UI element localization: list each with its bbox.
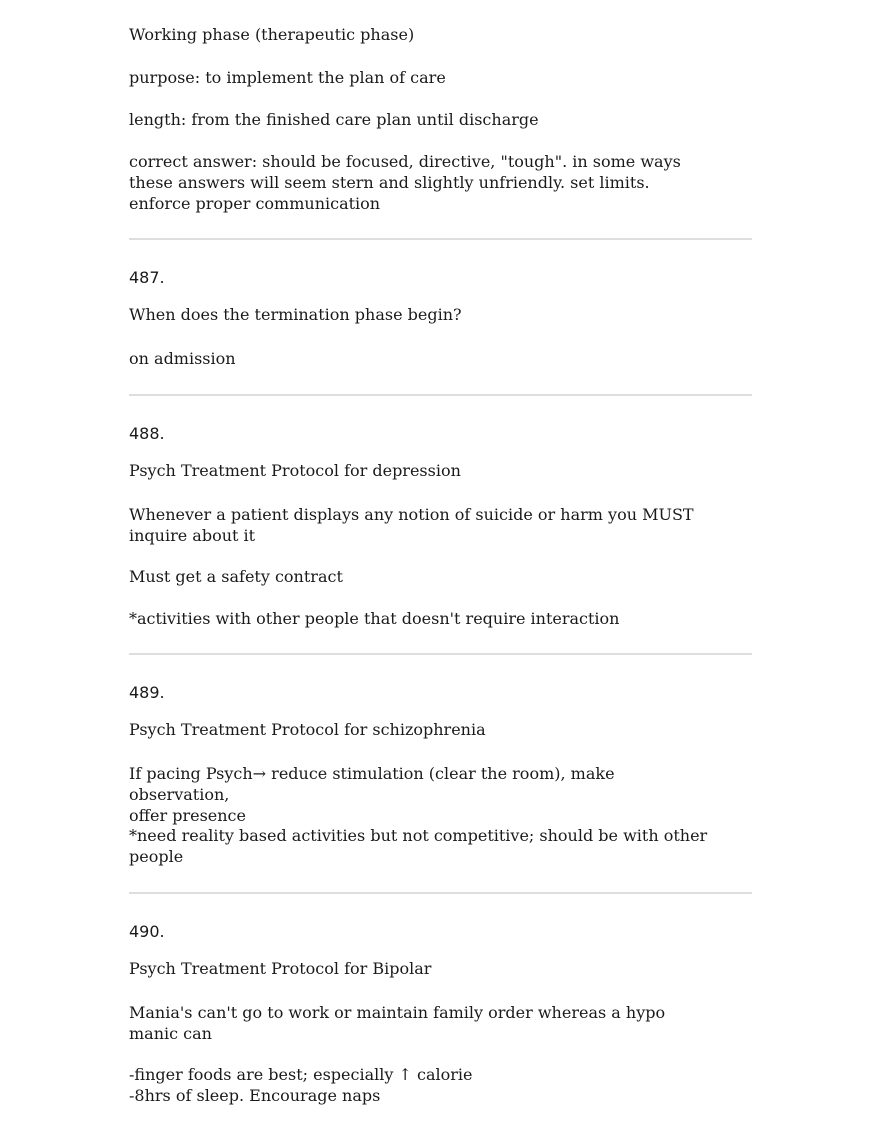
flashcard: [129, 267, 752, 368]
flashcard: [129, 24, 752, 213]
card-answer-line: *need reality based activities but not competitive; should be with other people: [129, 826, 708, 866]
card-answer-line: *activities with other people that doesn't require interaction: [129, 609, 620, 628]
card-answer-line: Whenever a patient displays any notion of suicide or harm you MUST inquire about it: [129, 505, 694, 545]
card-answer-line: Mania's can't go to work or maintain family order whereas a hypo manic can: [129, 1003, 666, 1043]
card-question: Working phase (therapeutic phase): [129, 25, 415, 44]
card-question: Psych Treatment Protocol for Bipolar: [129, 959, 432, 978]
card-number: 488.: [129, 424, 165, 443]
card-number: 490.: [129, 922, 165, 941]
card-question: When does the termination phase begin?: [129, 305, 462, 324]
card-answer-line: purpose: to implement the plan of care: [129, 68, 446, 87]
card-answer-line: correct answer: should be focused, directive, "tough". in some ways these answers will seem stern and slightly unfriendly. set limits. enforce proper communication: [129, 152, 681, 213]
card-question: Psych Treatment Protocol for depression: [129, 461, 461, 480]
card-divider: [129, 892, 752, 894]
card-number: 489.: [129, 683, 165, 702]
card-answer-line: Must get a safety contract: [129, 567, 343, 586]
card-divider: [129, 394, 752, 396]
card-question: Psych Treatment Protocol for schizophrenia: [129, 720, 486, 739]
flashcard: [129, 682, 752, 866]
card-divider: [129, 238, 752, 240]
flashcard: [129, 423, 752, 628]
flashcard: [129, 921, 752, 1105]
card-answer-line: on admission: [129, 349, 236, 368]
card-divider: [129, 653, 752, 655]
card-answer-line: length: from the finished care plan until discharge: [129, 110, 539, 129]
card-answer-line: If pacing Psych→ reduce stimulation (clear the room), make observation, offer presence: [129, 764, 615, 825]
card-number: 487.: [129, 268, 165, 287]
card-answer-line: -finger foods are best; especially ↑ calorie -8hrs of sleep. Encourage naps: [129, 1065, 473, 1105]
